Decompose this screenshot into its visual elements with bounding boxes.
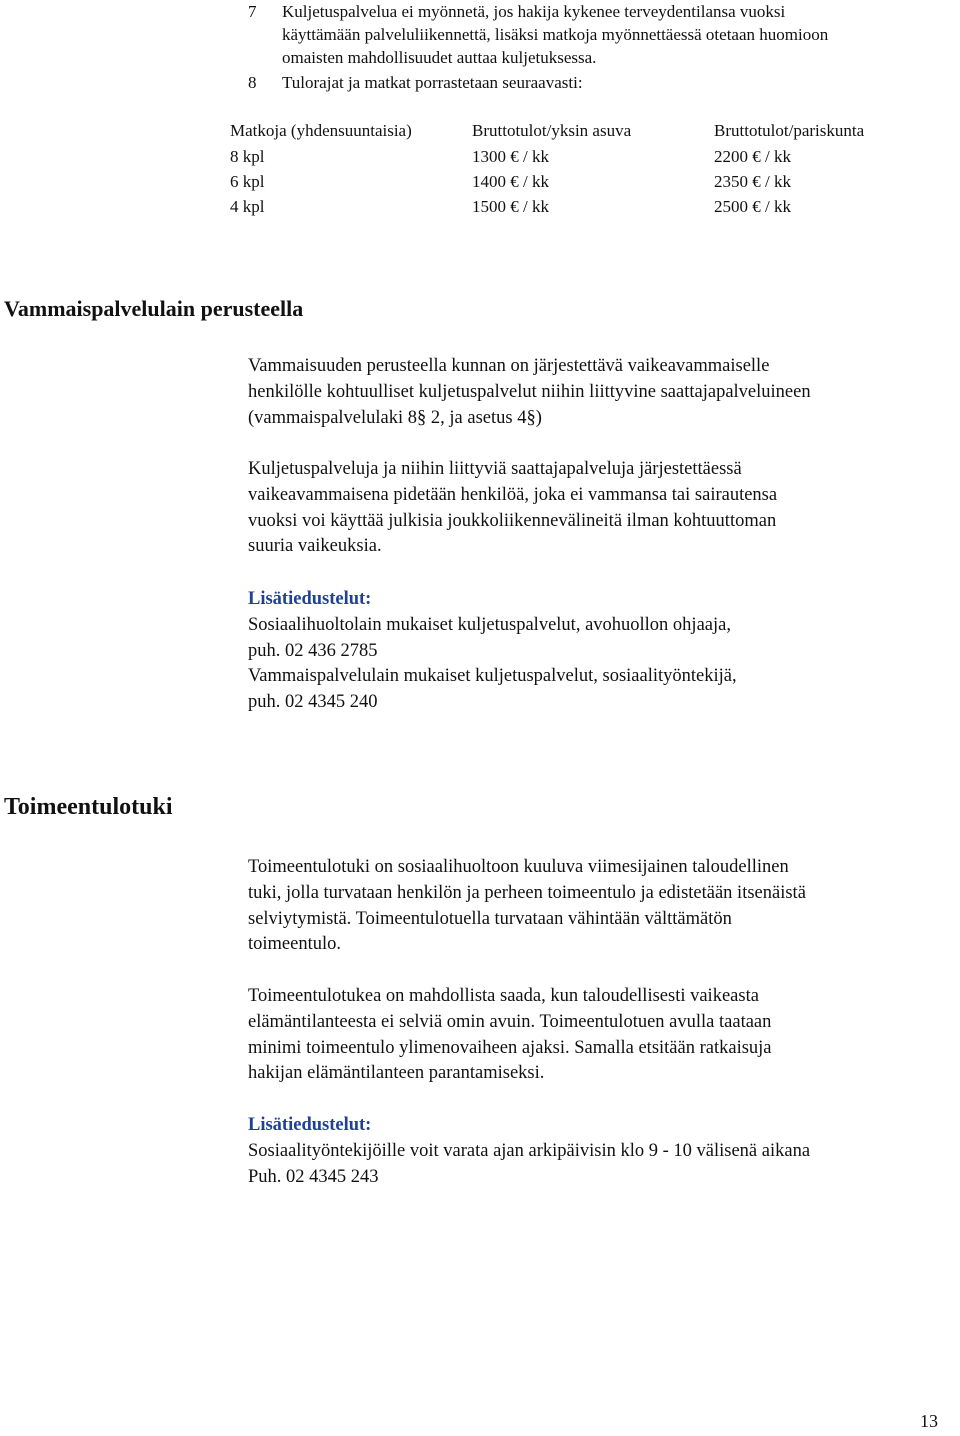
table-cell: 1400 € / kk: [472, 172, 549, 191]
info-line: puh. 02 4345 240: [248, 692, 378, 713]
list-text: [282, 0, 952, 69]
info-line: Sosiaalityöntekijöille voit varata ajan arkipäivisin klo 9 - 10 välisenä aikana: [248, 1140, 811, 1161]
paragraph-line: Toimeentulotuki on sosiaalihuoltoon kuuluva viimesijainen taloudellinen: [248, 857, 789, 877]
table-row: [230, 194, 930, 220]
paragraph-line: suuria vaikeuksia.: [248, 536, 382, 557]
paragraph-line: vuoksi voi käyttää julkisia joukkoliikennevälineitä ilman kohtuuttoman: [248, 510, 777, 531]
paragraph-line: Toimeentulotukea on mahdollista saada, kun taloudellisesti vaikeasta: [248, 986, 759, 1006]
paragraph-line: toimeentulo.: [248, 934, 341, 955]
info-line: Sosiaalihuoltolain mukaiset kuljetuspalvelut, avohuollon ohjaaja,: [248, 614, 731, 635]
paragraph-line: elämäntilanteesta ei selviä omin avuin. Toimeentulotuen avulla taataan: [248, 1011, 772, 1032]
page-number: 13: [920, 1411, 938, 1431]
paragraph-line: minimi toimeentulo ylimenovaiheen ajaksi. Samalla etsitään ratkaisuja: [248, 1037, 772, 1058]
table-header-cell: Bruttotulot/yksin asuva: [472, 121, 632, 140]
paragraph-line: tuki, jolla turvataan henkilön ja perheen toimeentulo ja edistetään itsenäistä: [248, 882, 806, 903]
info-label: Lisätiedustelut:: [248, 589, 372, 609]
section-heading-vammaispalvelu: Vammaispalvelulain perusteella: [4, 296, 304, 321]
table-header-cell: Bruttotulot/pariskunta: [714, 121, 865, 140]
paragraph-line: Kuljetuspalveluja ja niihin liittyviä saattajapalveluja järjestettäessä: [248, 459, 742, 479]
info-line: Vammaispalvelulain mukaiset kuljetuspalvelut, sosiaalityöntekijä,: [248, 666, 737, 687]
list-number: 7: [248, 2, 257, 21]
list-line: käyttämään palveluliikennettä, lisäksi matkoja myönnettäessä otetaan huomioon: [282, 25, 829, 44]
list-line: omaisten mahdollisuudet auttaa kuljetuksessa.: [282, 48, 597, 67]
table-cell: 2500 € / kk: [714, 197, 791, 216]
info-line: puh. 02 436 2785: [248, 640, 378, 661]
table-header-row: [230, 118, 930, 144]
table-cell: 6 kpl: [230, 172, 265, 191]
list-line: Kuljetuspalvelua ei myönnetä, jos hakija kykenee terveydentilansa vuoksi: [282, 2, 786, 21]
paragraph-line: Vammaisuuden perusteella kunnan on järjestettävä vaikeavammaiselle: [248, 356, 770, 376]
paragraph-line: henkilölle kohtuulliset kuljetuspalvelut niihin liittyvine saattajapalveluineen: [248, 381, 811, 402]
table-cell: 2200 € / kk: [714, 147, 791, 166]
paragraph-line: selviytymistä. Toimeentulotuella turvataan vähintään välttämätön: [248, 908, 732, 929]
contact-info: [248, 587, 948, 716]
list-line: Tulorajat ja matkat porrastetaan seuraavasti:: [282, 73, 583, 92]
table-cell: 2350 € / kk: [714, 172, 791, 191]
paragraph: [248, 457, 948, 560]
table-row: [230, 144, 930, 170]
contact-info: [248, 1113, 948, 1190]
paragraph: [248, 354, 948, 431]
paragraph: [248, 984, 948, 1087]
info-label: Lisätiedustelut:: [248, 1115, 372, 1135]
info-line: Puh. 02 4345 243: [248, 1166, 379, 1187]
paragraph-line: hakijan elämäntilanteen parantamiseksi.: [248, 1063, 545, 1084]
list-number: 8: [248, 73, 257, 92]
section-heading-toimeentulotuki: Toimeentulotuki: [4, 794, 173, 820]
table-cell: 1500 € / kk: [472, 197, 549, 216]
paragraph: [248, 855, 948, 958]
table-row: [230, 169, 930, 195]
paragraph-line: (vammaispalvelulaki 8§ 2, ja asetus 4§): [248, 407, 542, 428]
table-cell: 4 kpl: [230, 197, 265, 216]
table-cell: 8 kpl: [230, 147, 265, 166]
list-text: [282, 71, 952, 94]
table-cell: 1300 € / kk: [472, 147, 549, 166]
paragraph-line: vaikeavammaisena pidetään henkilöä, joka ei vammansa tai sairautensa: [248, 484, 778, 505]
table-header-cell: Matkoja (yhdensuuntaisia): [230, 121, 412, 140]
